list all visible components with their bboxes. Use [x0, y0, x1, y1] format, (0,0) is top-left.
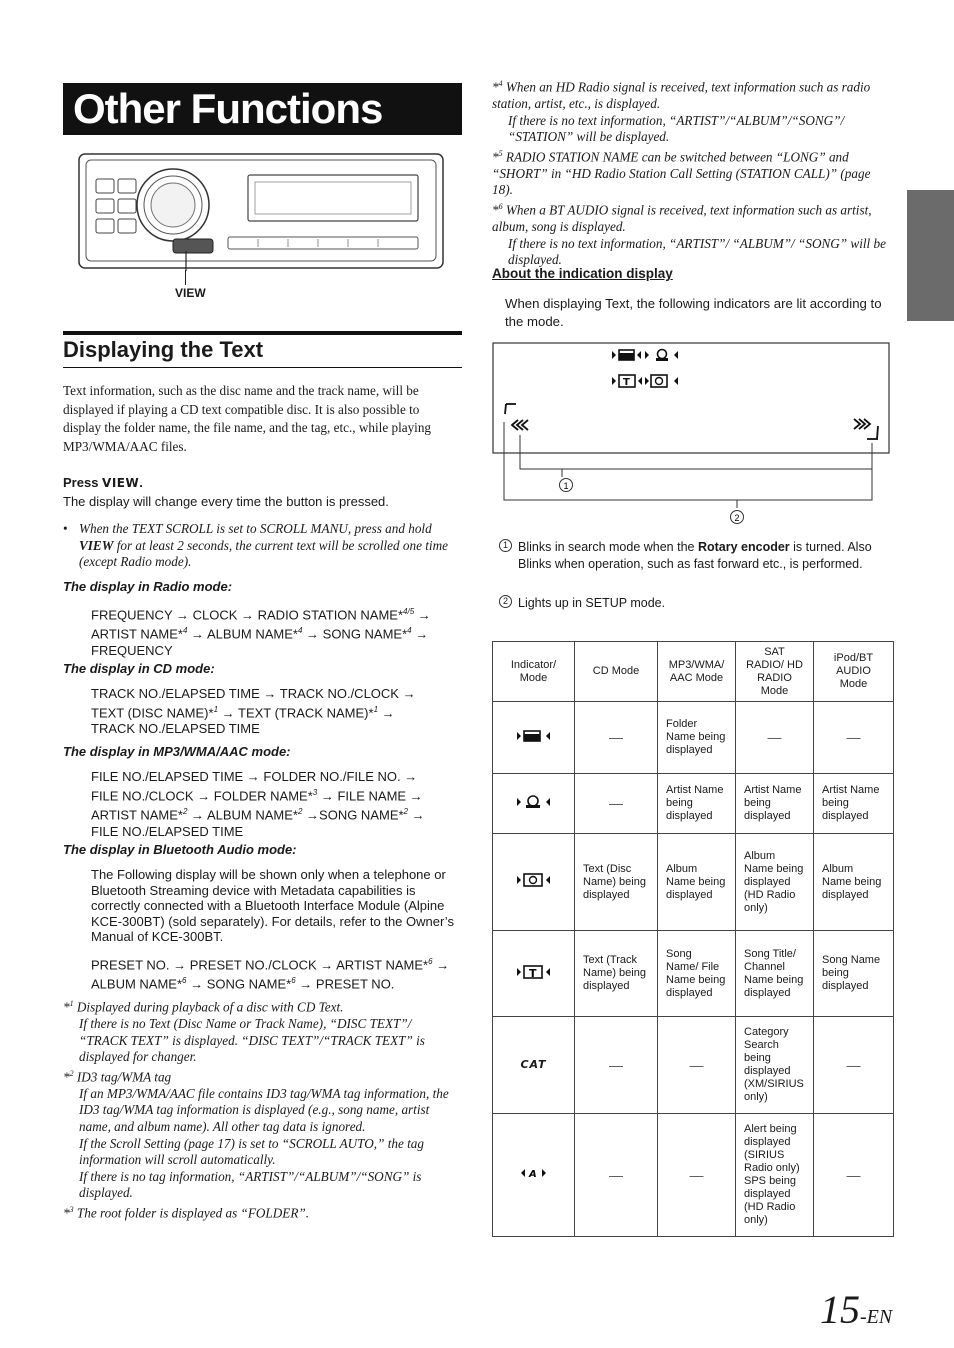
svg-text:T: T	[528, 966, 537, 980]
mp3-mode-sequence: FILE NO./ELAPSED TIME → FOLDER NO./FILE NO. → FILE NO./CLOCK → FOLDER NAME*$^3$ → FILE NAME → ARTIST NAME*$^2$ → ALBUM NAME*$^2$ →SONG NAME*$^2$ → FILE NO./ELAPSED TIME	[91, 769, 425, 839]
indication-description: When displaying Text, the following indicators are lit according to the mode.	[505, 296, 882, 329]
head-unit-illustration	[78, 153, 444, 271]
footnote-2: *$^2$ ID3 tag/WMA tag	[63, 1068, 172, 1085]
indication-heading: About the indication display	[492, 266, 673, 281]
table-row: — Folder Name being displayed — —	[493, 702, 894, 774]
footnote-3: *$^3$ The root folder is displayed as “FOLDER”.	[63, 1204, 310, 1221]
table-row: — Artist Name being displayed Artist Name being displayed Artist Name being displayed	[493, 774, 894, 834]
press-view-instruction	[63, 475, 143, 490]
footnote-5: *$^5$ RADIO STATION NAME can be switched between “LONG” and “SHORT” in “HD Radio Station Call Setting (STATION CALL)” (page 18).	[492, 148, 871, 198]
section-heading: Displaying the Text	[63, 337, 264, 362]
view-button-label: VIEW	[175, 286, 206, 300]
footnote-4-detail: If there is no text information, “ARTIST”/“ALBUM”/“SONG”/ “STATION” will be displayed.	[508, 112, 845, 145]
table-row: CAT — — Category Search being displayed (XM/SIRIUS only) —	[493, 1017, 894, 1114]
folder-indicator-icon	[493, 702, 575, 774]
table-row: Text (Disc Name) being displayed Album Name being displayed Album Name being displayed (HD Radio only) Album Name being displayed	[493, 834, 894, 931]
view-leader-line	[185, 270, 186, 285]
press-description: The display will change every time the button is pressed.	[63, 494, 389, 509]
cd-mode-heading: The display in CD mode:	[63, 661, 215, 676]
footnote-1-detail: If there is no Text (Disc Name or Track Name), “DISC TEXT”/ “TRACK TEXT” is displayed. “DISC TEXT”/“TRACK TEXT” is displayed for changer.	[79, 1015, 425, 1065]
table-row: T Text (Track Name) being displayed Song Name/ File Name being displayed Song Title/ Channel Name being displayed Song Name being displayed	[493, 931, 894, 1017]
press-suffix: .	[139, 475, 143, 490]
mp3-mode-heading: The display in MP3/WMA/AAC mode:	[63, 744, 291, 759]
press-key: VIEW	[102, 476, 140, 490]
col-header-indicator: Indicator/ Mode	[493, 642, 575, 702]
bt-mode-heading: The display in Bluetooth Audio mode:	[63, 842, 297, 857]
title-banner	[63, 83, 462, 135]
bt-mode-description: The Following display will be shown only when a telephone or Bluetooth Streaming device with Metadata capabilities is correctly connected with a Bluetooth Interface Module (Alpine KCE-300BT) (sold separately). For details, refer to the Owner’s Manual of KCE-300BT.	[91, 867, 454, 945]
cd-mode-sequence: TRACK NO./ELAPSED TIME → TRACK NO./CLOCK → TEXT (DISC NAME)*$^1$ → TEXT (TRACK NAME)*$^1$ → TRACK NO./ELAPSED TIME	[91, 686, 416, 737]
section-rule-bottom	[63, 367, 462, 368]
indicator-note-1: 1 Blinks in search mode when the Rotary encoder is turned. Also Blinks when operation, such as fast forward etc., is performed.	[499, 539, 894, 572]
footnote-2-detail-3: If there is no tag information, “ARTIST”/“ALBUM”/“SONG” is displayed.	[79, 1168, 422, 1201]
bullet-text-2: for at least 2 seconds, the current text will be scrolled one time (except Radio mode).	[79, 537, 448, 570]
press-prefix: Press	[63, 475, 103, 490]
cat-indicator-icon: CAT	[493, 1017, 575, 1114]
bullet-mark: •	[63, 521, 68, 536]
page-number: 15-EN	[820, 1287, 893, 1332]
alert-indicator-icon	[493, 1114, 575, 1237]
indicator-mode-table	[492, 641, 894, 1237]
footnotes-left	[63, 996, 459, 1222]
footnote-2-detail-1: If an MP3/WMA/AAC file contains ID3 tag/WMA tag information, the ID3 tag/WMA tag information is displayed (e.g., song name, artist name, and album name). All other tag data is ignored.	[79, 1085, 449, 1134]
radio-mode-sequence: FREQUENCY → CLOCK → RADIO STATION NAME*$^{4/5}$ → ARTIST NAME*$^4$ → ALBUM NAME*$^4$ → SONG NAME*$^4$ → FREQUENCY	[91, 607, 431, 658]
indicator-note-2: 2 Lights up in SETUP mode.	[499, 595, 894, 612]
page-title: Other Functions	[73, 85, 383, 132]
svg-text:T: T	[623, 377, 630, 388]
col-header-ipod: iPod/BT AUDIO Mode	[814, 642, 894, 702]
section-rule-top	[63, 331, 462, 335]
table-header-row	[493, 642, 894, 702]
svg-text:A: A	[528, 1169, 537, 1180]
col-header-mp3: MP3/WMA/ AAC Mode	[658, 642, 736, 702]
bullet-text-1: When the TEXT SCROLL is set to SCROLL MANU, press and hold	[79, 521, 432, 536]
bt-mode-sequence: PRESET NO. → PRESET NO./CLOCK → ARTIST NAME*$^6$ → ALBUM NAME*$^6$ → SONG NAME*$^6$ → PRESET NO.	[91, 957, 450, 992]
footnote-6-detail: If there is no text information, “ARTIST”/ “ALBUM”/ “SONG” will be displayed.	[508, 235, 886, 268]
footnotes-right	[492, 76, 894, 269]
track-indicator-icon	[493, 931, 575, 1017]
callout-2-label: 2	[734, 513, 740, 523]
side-tab	[907, 190, 954, 321]
intro-paragraph: Text information, such as the disc name and the track name, will be displayed if playing a CD text compatible disc. It is also possible to display the folder name, the file name, and the tag, etc., while playing MP3/WMA/AAC files.	[63, 383, 432, 454]
footnote-2-detail-2: If the Scroll Setting (page 17) is set to “SCROLL AUTO,” the tag information will scroll automatically.	[79, 1135, 424, 1168]
callout-1-label: 1	[563, 481, 569, 491]
table-row: A — — Alert being displayed (SIRIUS Radio only) SPS being displayed (HD Radio only) —	[493, 1114, 894, 1237]
footnote-4: *$^4$ When an HD Radio signal is received, text information such as radio station, artist, etc., is displayed.	[492, 79, 871, 111]
footnote-6: *$^6$ When a BT AUDIO signal is received, text information such as artist, album, song is displayed.	[492, 201, 872, 234]
scroll-note-bullet	[63, 521, 459, 571]
album-indicator-icon	[493, 834, 575, 931]
bullet-key: VIEW	[79, 537, 114, 553]
footnote-1: *$^1$ Displayed during playback of a disc with CD Text.	[63, 999, 344, 1015]
radio-mode-heading: The display in Radio mode:	[63, 579, 233, 594]
indicator-display-diagram	[492, 342, 892, 527]
col-header-sat: SAT RADIO/ HD RADIO Mode	[736, 642, 814, 702]
col-header-cd: CD Mode	[575, 642, 658, 702]
artist-indicator-icon	[493, 774, 575, 834]
note-1-marker: 1	[499, 539, 512, 552]
note-2-marker: 2	[499, 595, 512, 608]
